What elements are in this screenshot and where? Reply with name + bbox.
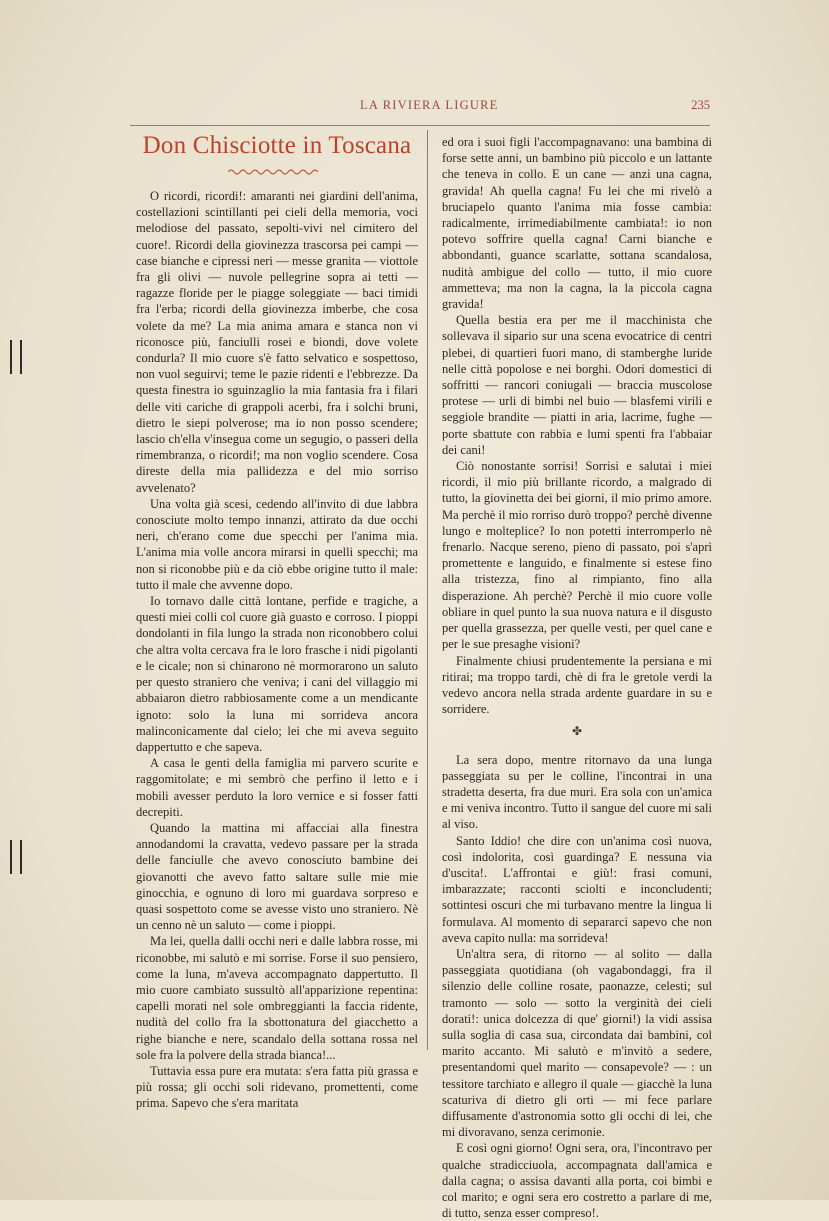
paragraph: Una volta già scesi, cedendo all'invito di due labbra conosciute molto tempo innanzi, attirato da due occhi neri, ch'erano come due specchi per l'anima mia. L'anima mia volle ancora mirarsi in quelli specchi; ma non si riconobbe più e da ciò ebbe origine tutto il male: tutto il male che avvenne dopo.	[136, 496, 418, 592]
section-ornament: ✤	[571, 724, 583, 739]
paragraph: Ma lei, quella dalli occhi neri e dalle labbra rosse, mi riconobbe, mi salutò e mi sorrise. Forse il suo pensiero, come la luna, m'aveva accompagnato dappertutto. Il mio cuore cambiato sussultò all'apparizione repentina: capelli morati nel sole ombreggianti la faccia ridente, nudità del collo fra la sbottonatura del giacchetto a righe bianche e nere, scandalo della sottana rossa nel sole fra la polvere della strada bianca!...	[136, 934, 418, 1062]
article-title: Don Chisciotte in Toscana	[142, 132, 412, 159]
paragraph: Io tornavo dalle città lontane, perfide e tragiche, a questi miei colli col cuore già guasto e corroso. I pioppi dondolanti in fila lungo la strada non riconobbero colui che altra volta cercava fra le loro frasche i nidi pigolanti e le cicale; non si chinarono nè mormorarono un saluto per questo straniero che veniva; i cani del villaggio mi abbaiaron dietro rabbiosamente come a un mendicante ignoto: solo la luna mi sorrideva ancora malinconicamente dal cielo; lei che mi aveva seguito dappertutto e che sapeva.	[136, 594, 418, 754]
running-title: LA RIVIERA LIGURE	[360, 98, 499, 112]
paragraph: La sera dopo, mentre ritornavo da una lunga passeggiata su per le colline, l'incontrai in una stradetta deserta, fra due muri. Era sola con un'amica e mi veniva incontro. Tutto il sangue del cuore mi sali al viso.	[442, 752, 712, 832]
title-flourish	[228, 168, 318, 176]
paragraph: O ricordi, ricordi!: amaranti nei giardini dell'anima, costellazioni scintillanti pei cieli della memoria, voci melodiose del passato, sepolti-vivi nel cimitero del cuore!. Ricordi della giovinezza trascorsa pei campi — case bianche e cipressi neri — messe granita — viottole fra gli olivi — nuvole pellegrine sopra ai tetti — ragazze floride per le piagge soleggiate — baci timidi fra l'erba; ricordi della giovinezza imberbe, che cosa volete da me? La mia anima amara e stanca non vi riconosce più, fanciulli rosei e biondi, dove volete condurla? Il mio cuore s'è fatto selvatico e sospettoso, non vuol seguirvi; teme le pazie ridenti e l'ebbrezze. Da questa finestra io sguinzaglio la mia fantasia fra i filari delle viti cariche di grappoli acerbi, fra i solchi bruni, dietro le siepi polverose; ma io non posso scendere; lascio ch'ella v'insegua come un segugio, o passeri della rimembranza, o ricordi!; ma non voglio scendere. Cosa direste della mia pallidezza e del mio sorriso avvelenato?	[136, 189, 418, 495]
header-rule	[130, 125, 710, 126]
paragraph: Quando la mattina mi affacciai alla finestra annodandomi la cravatta, vedevo passare per la strada delle fanciulle che avevo conosciuto bambine dei giovanotti che avevo fatto saltare sulle mie mie ginocchia, e ognuno di loro mi guardava sorpreso e quasi sospettoto come se avesse visto uno straniero. Nè un cenno nè un saluto — come i pioppi.	[136, 820, 418, 933]
paragraph: ed ora i suoi figli l'accompagnavano: una bambina di forse sette anni, un bambino più piccolo e un lattante che teneva in collo. E un cane — anzi una cagna, gravida! Ah quella cagna! Fu lei che mi rivelò a bruciapelo quanto l'anima mia fosse cambia: radicalmente, irrimediabilmente cambiata!: io non potevo soffrire quella cagna! Carni bianche e abbondanti, guance scarlatte, sottana scandalosa, nudità ambigue del collo — tutto, il mio cuore ammetteva; ma non la cagna, la la piccola cagna gravida!	[442, 135, 712, 312]
right-column	[442, 134, 712, 1221]
paragraph: Ciò nonostante sorrisi! Sorrisi e salutai i miei ricordi, il mio più brillante ricordo, a malgrado di tutto, la giovinetta dei bei giorni, il mio primo amore. Ma perchè il mio rorriso durò troppo? perchè divenne lungo e molteplice? Io non potetti interromperlo nè frenarlo. Nacque sereno, pieno di passato, poi s'aprì promettente e languido, e finalmente si estese fino alla tristezza, fino al rimpianto, fino alla disperazione. Ah perchè? Perchè il mio cuore volle obliare in quel punto la sua nuova natura e il disgusto per quella grassezza, per quelle vesti, per quel cane e per le sue presaghe visioni?	[442, 459, 712, 652]
paragraph: A casa le genti della famiglia mi parvero scurite e raggomitolate; e mi sembrò che perfino il letto e i mobili avesser perduto la loro vernice e si fosser fatti decrepiti.	[136, 756, 418, 819]
left-column	[136, 188, 418, 1112]
binding-mark	[10, 340, 22, 374]
paragraph: Santo Iddio! che dire con un'anima così nuova, così indolorita, così guardinga? E nessuna via d'uscita!. L'affrontai e giù!: frasi comuni, imbarazzate; racconti sciolti e inconcludenti; sottintesi oscuri che mi turbavano mentre la lingua li formulava. Al momento di separarci sapevo che non aveva capito nulla: ma sorrideva!	[442, 833, 712, 945]
paragraph: E così ogni giorno! Ogni sera, ora, l'incontravo per qualche stradicciuola, accompagnata dall'amica e dalla cagna; o assisa davanti alla porta, coi bimbi e col marito; e ogni sera ero costretto a parlare di me, di tutto, senza esser compreso!.	[442, 1141, 712, 1221]
paragraph: Quella bestia era per me il macchinista che sollevava il sipario sur una scena evocatrice di centri plebei, di quartieri fuori mano, di stamberghe luride nelle città popolose e nei borghi. Odori domestici di soffritti — rancori coniugali — braccia muscolose protese — urli di bimbi nel buio — blasfemi virili e seggiole brandite — piatti in aria, lacrime, fughe — porte sbattute con rabbia e lumi spenti fra l'abbaiar dei cani!	[442, 313, 712, 457]
page-header	[130, 98, 710, 118]
page-number: 235	[691, 98, 710, 112]
paragraph: Tuttavia essa pure era mutata: s'era fatta più grassa e più rossa; gli occhi soli ridevano, promettenti, come prima. Sapevo che s'era maritata	[136, 1063, 418, 1111]
paragraph: Un'altra sera, di ritorno — al solito — dalla passeggiata quotidiana (oh vagabondaggi, fra il silenzio delle colline rosate, paonazze, celesti; sul tramonto — solo — sotto la verginità dei cieli dorati!: unica dolcezza di que' giorni!) la vidi assisa sulla soglia di casa sua, circondata dai bambini, col marito accanto. Mi salutò e m'invitò a sedere, presentandomi quel marito — consapevole? — : un tessitore tarchiato e allegro il quale — giacchè la luna scaturiva di dietro gli orti — mi fece parlare diffusamente d'astronomia sotto gli occhi di lei, che mi divoravano, senza cerimonie.	[442, 946, 712, 1140]
binding-mark	[10, 840, 22, 874]
paragraph: Finalmente chiusi prudentemente la persiana e mi ritirai; ma troppo tardi, chè di fra le gretole verdi la vedevo ancora nella strada ardente guardare in su e sorridere.	[442, 653, 712, 717]
column-divider	[427, 130, 428, 1050]
